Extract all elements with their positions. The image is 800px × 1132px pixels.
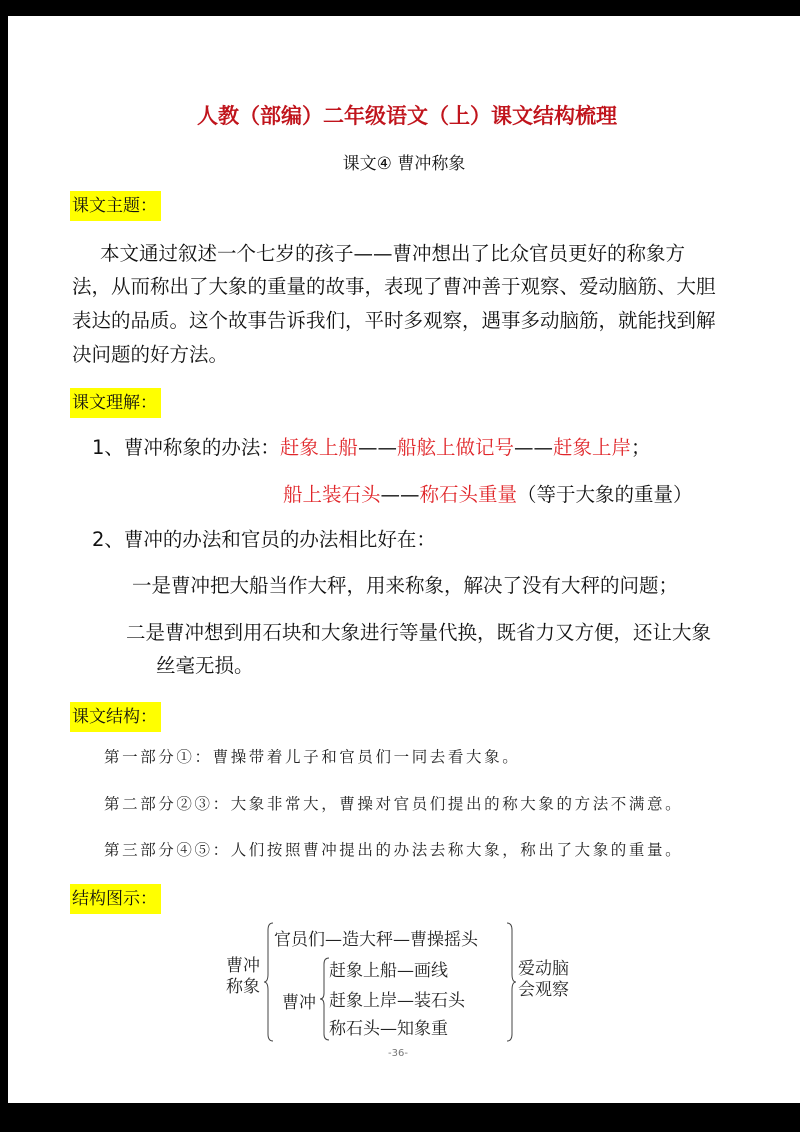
- method-step-3: 赶象上岸: [552, 436, 631, 459]
- method-dash: ——: [513, 436, 553, 459]
- diagram-conclusion: [518, 959, 569, 1001]
- structure-part-3: 第三部分④⑤：人们按照曹冲提出的办法去称大象，称出了大象的重量。: [104, 841, 684, 859]
- diagram-officials: 官员们—造大秤—曹操摇头: [274, 930, 478, 950]
- method-step-4: 船上装石头: [283, 483, 381, 506]
- lesson-subtitle: 课文④ 曹冲称象: [342, 154, 466, 174]
- diagram-root-line-2: 称象: [226, 977, 260, 997]
- diagram-conclusion-line-2: 会观察: [518, 980, 569, 1000]
- structure-part-2: 第二部分②③：大象非常大，曹操对官员们提出的称大象的方法不满意。: [104, 795, 684, 813]
- theme-line-3: 表达的品质。这个故事告诉我们，平时多观察，遇事多动脑筋，就能找到解: [72, 309, 716, 332]
- comparison-point-1: 一是曹冲把大船当作大秤，用来称象，解决了没有大秤的问题；: [132, 574, 679, 597]
- diagram-conclusion-line-1: 爱动脑: [518, 959, 569, 979]
- diagram-root: [226, 956, 260, 998]
- comparison-point-2-line-1: 二是曹冲想到用石块和大象进行等量代换，既省力又方便，还让大象: [126, 621, 712, 644]
- method-note: （等于大象的重量）: [517, 483, 693, 506]
- method-end: ；: [630, 436, 651, 459]
- diagram-root-line-1: 曹冲: [226, 956, 260, 976]
- section-heading-theme: 课文主题：: [70, 191, 161, 221]
- method-line-2: [283, 478, 693, 511]
- diagram-step-1: 赶象上船—画线: [329, 961, 448, 981]
- document-page: [8, 16, 800, 1103]
- method-prefix: 1、曹冲称象的办法：: [92, 436, 280, 459]
- page-number: -36-: [388, 1048, 408, 1059]
- method-step-1: 赶象上船: [279, 436, 358, 459]
- diagram-step-2: 赶象上岸—装石头: [329, 991, 465, 1011]
- diagram-caochong: 曹冲: [282, 993, 316, 1013]
- method-step-5: 称石头重量: [419, 483, 518, 506]
- right-brace-icon: [506, 922, 516, 1042]
- method-dash: ——: [380, 483, 420, 506]
- theme-line-1: 本文通过叙述一个七岁的孩子——曹冲想出了比众官员更好的称象方: [100, 242, 686, 265]
- comparison-point-2-line-2: 丝毫无损。: [156, 654, 254, 677]
- structure-part-1: 第一部分①：曹操带着儿子和官员们一同去看大象。: [104, 748, 521, 766]
- theme-line-4: 决问题的好方法。: [72, 343, 229, 366]
- theme-line-2: 法，从而称出了大象的重量的故事，表现了曹冲善于观察、爱动脑筋、大胆: [72, 275, 716, 298]
- section-heading-understanding: 课文理解：: [70, 388, 161, 418]
- method-dash: ——: [357, 436, 397, 459]
- method-step-2: 船舷上做记号: [396, 436, 514, 459]
- method-line-1: [92, 431, 650, 464]
- left-brace-icon: [264, 922, 274, 1042]
- comparison-heading: 2、曹冲的办法和官员的办法相比好在：: [92, 528, 436, 551]
- section-heading-structure: 课文结构：: [70, 702, 161, 732]
- diagram-step-3: 称石头—知象重: [329, 1019, 448, 1039]
- page-title: 人教（部编）二年级语文（上）课文结构梳理: [197, 104, 617, 128]
- section-heading-diagram: 结构图示：: [70, 884, 161, 914]
